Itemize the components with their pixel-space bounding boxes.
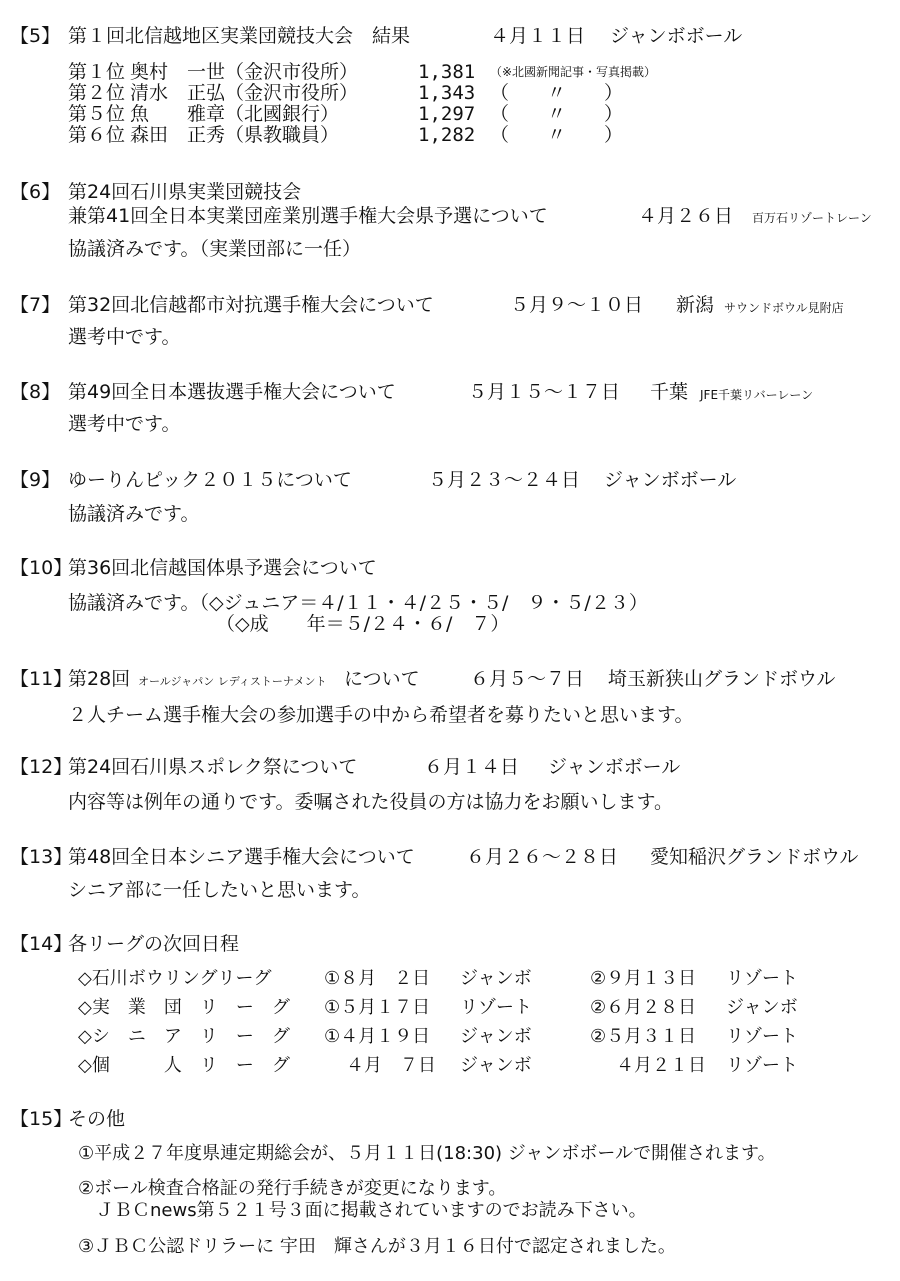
schedule-date-2: ②６月２８日 bbox=[590, 997, 697, 1018]
schedule-venue-2: リゾート bbox=[726, 968, 798, 989]
notice-item-continued: ＪＢＣnews第５２１号３面に掲載されていますのでお読み下さい。 bbox=[96, 1200, 647, 1221]
section-title: 各リーグの次回日程 bbox=[68, 933, 240, 955]
event-date: ５月１５～１７日 bbox=[468, 381, 621, 403]
schedule-venue-2: リゾート bbox=[726, 1026, 798, 1047]
event-venue: ジャンボボール bbox=[604, 469, 737, 491]
section-body: 協議済みです。（◇ジュニア＝４/１１・４/２５・５/ ９・５/２３） bbox=[68, 592, 648, 614]
tournament-name: オールジャパン レディストーナメント bbox=[138, 675, 327, 688]
section-title: 第36回北信越国体県予選会について bbox=[68, 557, 377, 579]
event-venue: 愛知稲沢グランドボウル bbox=[650, 846, 859, 868]
result-name: 奥村 一世（金沢市役所） bbox=[130, 61, 359, 83]
event-venue: JFE千葉リバーレーン bbox=[700, 388, 814, 402]
schedule-date-2: ②５月３１日 bbox=[590, 1026, 697, 1047]
section-title-suffix: について bbox=[344, 668, 420, 690]
result-score: 1,381 bbox=[418, 61, 476, 83]
league-name: ◇石川ボウリングリーグ bbox=[78, 968, 272, 989]
event-venue: 百万石リゾートレーン bbox=[752, 211, 872, 225]
section-number: 【10】 bbox=[10, 557, 73, 579]
event-venue: 埼玉新狭山グランドボウル bbox=[608, 668, 836, 690]
result-score: 1,282 bbox=[418, 124, 476, 146]
event-venue: サウンドボウル見附店 bbox=[724, 301, 844, 315]
result-note: （ 〃 ） bbox=[490, 82, 624, 104]
result-rank: 第２位 bbox=[68, 82, 126, 104]
section-subtitle: 兼第41回全日本実業団産業別選手権大会県予選について bbox=[68, 205, 548, 227]
section-title: 第１回北信越地区実業団競技大会 結果 bbox=[68, 25, 411, 47]
result-rank: 第６位 bbox=[68, 124, 126, 146]
notice-item: ③ＪＢＣ公認ドリラーに 宇田 輝さんが３月１６日付で認定されました。 bbox=[78, 1236, 676, 1257]
result-name: 魚 雅章（北國銀行） bbox=[130, 103, 340, 125]
section-number: 【5】 bbox=[10, 25, 61, 47]
schedule-date-2: ４月２１日 bbox=[616, 1055, 706, 1076]
section-body: 協議済みです。 bbox=[68, 503, 200, 525]
event-date: ６月５～７日 bbox=[470, 668, 585, 690]
league-name: ◇実 業 団 リ ー グ bbox=[78, 997, 290, 1018]
league-name: ◇シ ニ ア リ ー グ bbox=[78, 1026, 290, 1047]
event-date: ４月２６日 bbox=[638, 205, 734, 227]
schedule-venue-1: ジャンボ bbox=[460, 968, 532, 989]
section-number: 【6】 bbox=[10, 181, 61, 203]
event-venue: ジャンボボール bbox=[610, 25, 743, 47]
event-venue: ジャンボボール bbox=[548, 756, 681, 778]
event-date: ６月１４日 bbox=[424, 756, 520, 778]
schedule-date-1: ①８月 ２日 bbox=[324, 968, 431, 989]
section-number: 【13】 bbox=[10, 846, 73, 868]
result-name: 清水 正弘（金沢市役所） bbox=[130, 82, 359, 104]
section-number: 【15】 bbox=[10, 1108, 73, 1130]
schedule-venue-2: ジャンボ bbox=[726, 997, 798, 1018]
section-number: 【14】 bbox=[10, 933, 73, 955]
section-body: 選考中です。 bbox=[68, 413, 181, 435]
result-rank: 第１位 bbox=[68, 61, 126, 83]
league-name: ◇個 人 リ ー グ bbox=[78, 1055, 290, 1076]
section-number: 【12】 bbox=[10, 756, 73, 778]
result-note: （※北國新聞記事・写真掲載） bbox=[490, 65, 657, 79]
section-number: 【8】 bbox=[10, 381, 61, 403]
event-date: ４月１１日 bbox=[490, 25, 586, 47]
result-name: 森田 正秀（県教職員） bbox=[130, 124, 340, 146]
section-body: 選考中です。 bbox=[68, 326, 181, 348]
event-date: ５月９～１０日 bbox=[510, 294, 644, 316]
schedule-venue-2: リゾート bbox=[726, 1055, 798, 1076]
schedule-venue-1: ジャンボ bbox=[460, 1026, 532, 1047]
section-title: 第48回全日本シニア選手権大会について bbox=[68, 846, 415, 868]
section-number: 【11】 bbox=[10, 668, 73, 690]
section-body: 協議済みです。（実業団部に一任） bbox=[68, 238, 361, 260]
result-score: 1,297 bbox=[418, 103, 476, 125]
section-body: ２人チーム選手権大会の参加選手の中から希望者を募りたいと思います。 bbox=[68, 704, 694, 726]
section-title: 第24回石川県実業団競技会 bbox=[68, 181, 302, 203]
result-note: （ 〃 ） bbox=[490, 124, 624, 146]
event-date: ５月２３～２４日 bbox=[428, 469, 581, 491]
section-title: 第28回 bbox=[68, 668, 131, 690]
schedule-venue-1: リゾート bbox=[460, 997, 532, 1018]
section-body: 内容等は例年の通りです。委嘱された役員の方は協力をお願いします。 bbox=[68, 791, 673, 813]
section-number: 【9】 bbox=[10, 469, 61, 491]
section-title: その他 bbox=[68, 1108, 126, 1130]
schedule-venue-1: ジャンボ bbox=[460, 1055, 532, 1076]
event-date: ６月２６～２８日 bbox=[466, 846, 619, 868]
section-body: シニア部に一任したいと思います。 bbox=[68, 879, 371, 901]
schedule-date-1: ４月 ７日 bbox=[346, 1055, 436, 1076]
schedule-date-1: ①５月１７日 bbox=[324, 997, 431, 1018]
section-title: 第32回北信越都市対抗選手権大会について bbox=[68, 294, 434, 316]
section-number: 【7】 bbox=[10, 294, 61, 316]
result-score: 1,343 bbox=[418, 82, 476, 104]
section-title: ゆーりんピック２０１５について bbox=[68, 469, 352, 491]
event-place: 新潟 bbox=[676, 294, 715, 316]
notice-item: ①平成２７年度県連定期総会が、５月１１日(18:30) ジャンボボールで開催されます。 bbox=[78, 1143, 776, 1164]
section-title: 第24回石川県スポレク祭について bbox=[68, 756, 358, 778]
result-note: （ 〃 ） bbox=[490, 103, 624, 125]
section-title: 第49回全日本選抜選手権大会について bbox=[68, 381, 396, 403]
notice-item: ②ボール検査合格証の発行手続きが変更になります。 bbox=[78, 1178, 507, 1199]
schedule-date-1: ①４月１９日 bbox=[324, 1026, 431, 1047]
schedule-date-2: ②９月１３日 bbox=[590, 968, 697, 989]
event-place: 千葉 bbox=[650, 381, 689, 403]
section-body-continued: （◇成 年＝５/２４・６/ ７） bbox=[216, 613, 510, 635]
result-rank: 第５位 bbox=[68, 103, 126, 125]
